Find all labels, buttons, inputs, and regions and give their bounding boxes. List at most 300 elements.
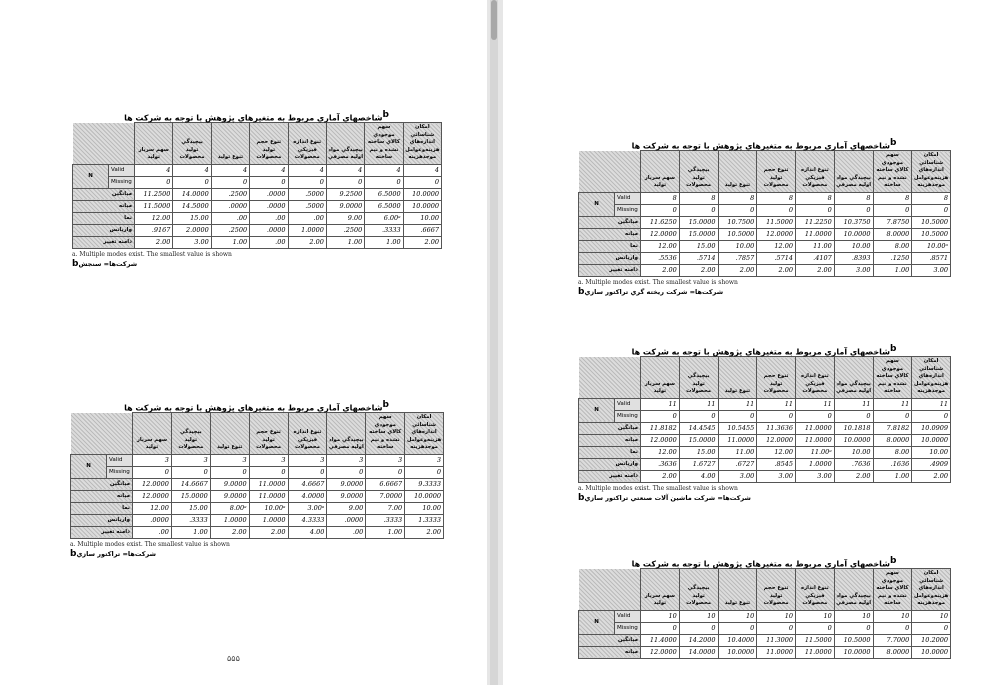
table-row — [579, 422, 951, 434]
row-label: واریانس — [579, 458, 641, 470]
table-caption — [70, 549, 443, 559]
table-cell: 10.7500 — [718, 216, 757, 228]
row-label: N — [71, 454, 107, 478]
table-cell: 4 — [326, 164, 364, 176]
table-cell: 0 — [288, 176, 326, 188]
table-cell: 0 — [135, 176, 173, 188]
table-cell: .00 — [327, 526, 366, 538]
table-cell: .5714 — [679, 252, 718, 264]
scrollbar-thumb[interactable] — [491, 0, 497, 40]
stats-table-block — [578, 136, 950, 297]
table-cell: 0 — [326, 176, 364, 188]
table-cell: 3 — [288, 454, 327, 466]
table-cell: 12.00 — [641, 446, 680, 458]
row-label: دامنه تغییر — [579, 264, 641, 276]
table-cell: 10 — [796, 610, 835, 622]
table-cell: 1.00 — [365, 236, 403, 248]
table-cell: 10.3750 — [834, 216, 873, 228]
stats-table-block — [72, 108, 441, 269]
table-cell: 0 — [327, 466, 366, 478]
table-cell: 11 — [873, 398, 912, 410]
document-page-left — [0, 0, 487, 685]
table-cell: 10 — [641, 610, 680, 622]
header-row — [73, 123, 442, 165]
table-cell: 10.00 — [834, 446, 873, 458]
column-header: سهم سربار تولید — [135, 123, 173, 165]
table-cell: 3.00 — [173, 236, 211, 248]
table-cell: 1.00 — [873, 264, 912, 276]
table-cell: 3.00 — [796, 470, 835, 482]
document-page-right — [503, 0, 995, 685]
column-header: سهم سربار تولید — [641, 357, 680, 399]
table-cell: 7.0000 — [366, 490, 405, 502]
table-cell: 4 — [250, 164, 288, 176]
table-cell: 2.00 — [403, 236, 441, 248]
table-cell: 10.5455 — [718, 422, 757, 434]
table-cell: 8.0000 — [873, 646, 912, 658]
table-cell: 15.0000 — [171, 490, 210, 502]
table-title-superscript: b — [889, 556, 897, 566]
column-header: بیچیدگي تولید محصولات — [679, 357, 718, 399]
table-row — [71, 490, 444, 502]
header-row — [579, 151, 951, 193]
column-header: امکان شناسائي اندازه‌هاي هزینه‌وعوامل موجدهزینه — [405, 413, 444, 455]
table-cell: .00 — [250, 236, 288, 248]
table-cell: 8.00 — [873, 240, 912, 252]
table-cell: 0 — [171, 466, 210, 478]
column-header: تنوع حجم تولید محصولات — [757, 569, 796, 611]
table-title — [70, 398, 443, 412]
table-cell: 4 — [173, 164, 211, 176]
table-cell: 10.0909 — [912, 422, 951, 434]
table-cell: 8 — [757, 192, 796, 204]
table-row — [73, 224, 442, 236]
table-cell: 0 — [796, 204, 835, 216]
row-label: N — [579, 610, 615, 634]
statistics-table — [578, 356, 951, 483]
column-header: تنوع حجم تولید محصولات — [250, 123, 288, 165]
table-row — [579, 228, 951, 240]
table-cell: 1.00 — [873, 470, 912, 482]
table-cell: 1.0000 — [796, 458, 835, 470]
table-cell: 14.5000 — [173, 200, 211, 212]
table-cell: 15.0000 — [679, 434, 718, 446]
table-cell: 9.0000 — [210, 490, 249, 502]
table-row — [579, 646, 951, 658]
table-cell: 0 — [834, 204, 873, 216]
table-title — [72, 108, 441, 122]
table-cell: 14.6667 — [171, 478, 210, 490]
table-cell: 0 — [912, 622, 951, 634]
table-cell: 0 — [133, 466, 172, 478]
corner-cell — [579, 357, 641, 399]
table-cell: 0 — [873, 410, 912, 422]
statistics-table — [72, 122, 442, 249]
column-header: بیچیدگي مواد اولیه مصرفي — [327, 413, 366, 455]
table-cell: 6.00ᵃ — [365, 212, 403, 224]
table-cell: 2.00 — [757, 264, 796, 276]
table-cell: 12.0000 — [133, 490, 172, 502]
table-cell: .3333 — [365, 224, 403, 236]
table-cell: 4.0000 — [288, 490, 327, 502]
row-sublabel: Valid — [109, 164, 135, 176]
table-cell: .5536 — [641, 252, 680, 264]
table-cell: 11.5000 — [135, 200, 173, 212]
table-cell: 12.0000 — [757, 228, 796, 240]
row-label: دامنه تغییر — [71, 526, 133, 538]
table-cell: 14.2000 — [679, 634, 718, 646]
table-cell: .3333 — [366, 514, 405, 526]
column-header: امکان شناسائي اندازه‌هاي هزینه‌وعوامل موجدهزینه — [912, 151, 951, 193]
table-cell: 0 — [250, 176, 288, 188]
table-cell: 0 — [718, 204, 757, 216]
table-cell: 0 — [288, 466, 327, 478]
table-cell: 12.0000 — [641, 228, 680, 240]
table-cell: 11.5000 — [796, 634, 835, 646]
table-cell: .2500 — [326, 224, 364, 236]
column-header: تنوع حجم تولید محصولات — [249, 413, 288, 455]
table-cell: 11 — [796, 398, 835, 410]
table-title — [578, 136, 950, 150]
vertical-scrollbar[interactable] — [490, 0, 498, 685]
table-cell: .0000 — [250, 188, 288, 200]
table-cell: 11.8182 — [641, 422, 680, 434]
table-cell: 10.00ᵃ — [249, 502, 288, 514]
table-cell: 0 — [718, 622, 757, 634]
table-row — [579, 252, 951, 264]
table-cell: 0 — [641, 204, 680, 216]
table-cell: 10 — [834, 610, 873, 622]
table-cell: 7.8750 — [873, 216, 912, 228]
table-cell: .00 — [211, 212, 249, 224]
table-cell: .8571 — [912, 252, 951, 264]
table-row — [73, 176, 442, 188]
table-cell: 12.00 — [757, 240, 796, 252]
table-cell: 11.3000 — [757, 634, 796, 646]
table-cell: 10.0000 — [834, 434, 873, 446]
table-cell: 2.00 — [641, 470, 680, 482]
table-cell: 11 — [757, 398, 796, 410]
table-cell: 15.00 — [679, 240, 718, 252]
row-sublabel: Valid — [107, 454, 133, 466]
table-cell: 10.00 — [718, 240, 757, 252]
table-cell: 8 — [912, 192, 951, 204]
table-cell: 10.5000 — [912, 228, 951, 240]
table-cell: 8 — [718, 192, 757, 204]
table-cell: 9.0000 — [327, 478, 366, 490]
column-header: بیچیدگي تولید محصولات — [679, 569, 718, 611]
table-title-text: شاخصهاي آماري مربوط به متغیرهاي پژوهش با توجه به شرکت ها — [631, 141, 890, 151]
table-cell: 11.0000 — [796, 422, 835, 434]
table-cell: 2.00 — [288, 236, 326, 248]
table-cell: 11.00 — [796, 240, 835, 252]
column-header: بیچیدگي مواد اولیه مصرفي — [834, 569, 873, 611]
table-title-text: شاخصهاي آماري مربوط به متغیرهاي پژوهش با توجه به شرکت ها — [124, 113, 383, 123]
corner-cell — [579, 569, 641, 611]
table-cell: 10 — [912, 610, 951, 622]
table-cell: 11 — [641, 398, 680, 410]
table-cell: 0 — [757, 622, 796, 634]
table-cell: 0 — [873, 204, 912, 216]
table-caption — [578, 493, 950, 503]
statistics-table — [578, 150, 951, 277]
column-header: سهم سربار تولید — [641, 151, 680, 193]
row-label: میانه — [579, 434, 641, 446]
table-cell: 12.0000 — [641, 434, 680, 446]
table-title-superscript: b — [889, 138, 897, 148]
table-cell: 0 — [365, 176, 403, 188]
table-cell: 3 — [249, 454, 288, 466]
header-row — [579, 357, 951, 399]
table-footnote: a. Multiple modes exist. The smallest value is shown — [578, 484, 738, 492]
table-cell: .9167 — [135, 224, 173, 236]
table-cell: 0 — [405, 466, 444, 478]
caption-text: شرکت‌ها= شرکت ماشین آلات صنعتي تراکتور سازي — [584, 493, 751, 502]
table-cell: 11 — [679, 398, 718, 410]
table-cell: 0 — [403, 176, 441, 188]
table-cell: 1.6727 — [679, 458, 718, 470]
table-cell: .4107 — [796, 252, 835, 264]
table-cell: 0 — [173, 176, 211, 188]
corner-cell — [73, 123, 135, 165]
table-cell: .0000 — [327, 514, 366, 526]
row-label: N — [579, 398, 615, 422]
table-title-superscript: b — [382, 110, 389, 120]
table-cell: 0 — [679, 622, 718, 634]
table-cell: 10.0000 — [403, 188, 441, 200]
table-cell: 10.00 — [912, 446, 951, 458]
table-cell: 1.00 — [366, 526, 405, 538]
table-cell: 11.0000 — [249, 490, 288, 502]
row-label: واریانس — [71, 514, 133, 526]
row-label: نما — [579, 446, 641, 458]
table-row — [73, 236, 442, 248]
table-cell: 3 — [405, 454, 444, 466]
table-cell: 2.00 — [210, 526, 249, 538]
table-cell: 11.0000 — [796, 434, 835, 446]
table-cell: .2500 — [211, 188, 249, 200]
row-sublabel: Missing — [615, 410, 641, 422]
table-cell: 6.5000 — [365, 200, 403, 212]
table-cell: 0 — [641, 410, 680, 422]
column-header: تنوع اندازه فیزیکي محصولات — [796, 569, 835, 611]
table-cell: 11.2250 — [796, 216, 835, 228]
row-label: میانگین — [579, 422, 641, 434]
table-title-text: شاخصهاي آماري مربوط به متغیرهاي پژوهش با توجه به شرکت ها — [631, 347, 890, 357]
table-cell: 11.0000 — [249, 478, 288, 490]
row-label: میانگین — [71, 478, 133, 490]
row-sublabel: Missing — [107, 466, 133, 478]
column-header: سهم سربار تولید — [133, 413, 172, 455]
column-header: تنوع تولید — [211, 123, 249, 165]
table-cell: 2.00 — [405, 526, 444, 538]
table-cell: 6.5000 — [365, 188, 403, 200]
table-cell: 11.00ᵃ — [796, 446, 835, 458]
table-cell: 11.4000 — [641, 634, 680, 646]
table-cell: 7.8182 — [873, 422, 912, 434]
table-cell: 10.00 — [834, 240, 873, 252]
table-cell: 11.00 — [718, 446, 757, 458]
table-row — [71, 454, 444, 466]
table-cell: 4.00 — [288, 526, 327, 538]
table-cell: 10 — [873, 610, 912, 622]
table-row — [73, 164, 442, 176]
table-cell: 8 — [873, 192, 912, 204]
row-sublabel: Missing — [615, 204, 641, 216]
table-cell: 11.0000 — [796, 228, 835, 240]
column-header: بیچیدگي مواد اولیه مصرفي — [326, 123, 364, 165]
column-header: تنوع تولید — [718, 151, 757, 193]
table-cell: 11.5000 — [757, 216, 796, 228]
caption-marker: b — [70, 548, 77, 559]
table-cell: 4 — [365, 164, 403, 176]
table-cell: 10.4000 — [718, 634, 757, 646]
column-header: بیچیدگي تولید محصولات — [679, 151, 718, 193]
table-cell: 1.00 — [171, 526, 210, 538]
table-cell: .7857 — [718, 252, 757, 264]
table-cell: 8.0000 — [873, 228, 912, 240]
table-cell: 8 — [834, 192, 873, 204]
table-row — [579, 610, 951, 622]
table-cell: 0 — [366, 466, 405, 478]
table-cell: 4 — [135, 164, 173, 176]
table-cell: .2500 — [211, 224, 249, 236]
table-cell: 9.0000 — [326, 200, 364, 212]
table-cell: 10.0000 — [834, 228, 873, 240]
caption-text: شرکت‌ها= سنجش — [78, 259, 138, 268]
table-cell: 0 — [912, 410, 951, 422]
table-cell: 3 — [327, 454, 366, 466]
table-cell: 11 — [912, 398, 951, 410]
column-header: تنوع اندازه فیزیکي محصولات — [288, 413, 327, 455]
table-row — [579, 398, 951, 410]
table-row — [579, 192, 951, 204]
table-row — [579, 470, 951, 482]
table-cell: 10.00 — [405, 502, 444, 514]
row-label: میانگین — [73, 188, 135, 200]
table-cell: 3.00 — [718, 470, 757, 482]
table-cell: 4.3333 — [288, 514, 327, 526]
caption-text: شرکت‌ها= تراکتور سازي — [76, 549, 156, 558]
table-cell: .5000 — [288, 188, 326, 200]
column-header: امکان شناسائي اندازه‌هاي هزینه‌وعوامل موجدهزینه — [403, 123, 441, 165]
table-cell: 11.2500 — [135, 188, 173, 200]
row-sublabel: Valid — [615, 192, 641, 204]
table-cell: 12.00 — [135, 212, 173, 224]
row-label: میانه — [579, 646, 641, 658]
table-cell: .0000 — [133, 514, 172, 526]
table-cell: .0000 — [250, 200, 288, 212]
row-label: میانگین — [579, 634, 641, 646]
table-cell: 9.0000 — [210, 478, 249, 490]
table-cell: 3.00 — [912, 264, 951, 276]
table-cell: 12.0000 — [133, 478, 172, 490]
table-title-text: شاخصهاي آماري مربوط به متغیرهاي پژوهش با توجه به شرکت ها — [631, 559, 890, 569]
row-label: میانه — [73, 200, 135, 212]
table-cell: 0 — [912, 204, 951, 216]
table-cell: 14.0000 — [173, 188, 211, 200]
table-cell: 4 — [211, 164, 249, 176]
table-footnote: a. Multiple modes exist. The smallest value is shown — [578, 278, 738, 286]
column-header: بیچیدگي تولید محصولات — [173, 123, 211, 165]
caption-marker: b — [72, 258, 79, 269]
table-cell: 12.00 — [133, 502, 172, 514]
row-label: N — [73, 164, 109, 188]
statistics-table — [578, 568, 951, 659]
table-cell: 12.0000 — [757, 434, 796, 446]
header-row — [71, 413, 444, 455]
table-cell: 9.0000 — [327, 490, 366, 502]
table-cell: 0 — [249, 466, 288, 478]
table-cell: .6727 — [718, 458, 757, 470]
table-cell: 8.0000 — [873, 434, 912, 446]
table-cell: 0 — [211, 176, 249, 188]
table-cell: 10.0000 — [405, 490, 444, 502]
table-cell: 7.7000 — [873, 634, 912, 646]
table-cell: 0 — [641, 622, 680, 634]
table-cell: 10 — [718, 610, 757, 622]
table-row — [579, 204, 951, 216]
table-cell: 14.4545 — [679, 422, 718, 434]
table-cell: 2.00 — [718, 264, 757, 276]
table-cell: 0 — [679, 204, 718, 216]
table-cell: 4 — [403, 164, 441, 176]
table-cell: 8 — [641, 192, 680, 204]
table-cell: 14.0000 — [679, 646, 718, 658]
table-cell: 15.00 — [173, 212, 211, 224]
table-cell: .8545 — [757, 458, 796, 470]
column-header: تنوع حجم تولید محصولات — [757, 151, 796, 193]
table-cell: 12.00 — [641, 240, 680, 252]
table-cell: 8 — [679, 192, 718, 204]
table-row — [579, 446, 951, 458]
table-cell: 2.00 — [679, 264, 718, 276]
table-cell: 10.5000 — [718, 228, 757, 240]
table-row — [579, 622, 951, 634]
column-header: سهم سربار تولید — [641, 569, 680, 611]
table-cell: 10.5000 — [912, 216, 951, 228]
table-cell: 11.0000 — [718, 434, 757, 446]
column-header: امکان شناسائي اندازه‌هاي هزینه‌وعوامل موجدهزینه — [912, 569, 951, 611]
table-cell: 3 — [366, 454, 405, 466]
table-caption — [578, 287, 950, 297]
table-cell: 1.0000 — [288, 224, 326, 236]
column-header: بیچیدگي تولید محصولات — [171, 413, 210, 455]
table-row — [73, 212, 442, 224]
table-cell: 3.00ᵃ — [288, 502, 327, 514]
table-cell: .3636 — [641, 458, 680, 470]
table-cell: 3 — [133, 454, 172, 466]
table-cell: 4.00 — [679, 470, 718, 482]
column-header: بیچیدگي مواد اولیه مصرفي — [834, 151, 873, 193]
table-cell: 2.00 — [912, 470, 951, 482]
table-cell: 3 — [171, 454, 210, 466]
table-row — [73, 200, 442, 212]
table-cell: 1.00 — [326, 236, 364, 248]
corner-cell — [579, 151, 641, 193]
table-cell: 10.5000 — [834, 634, 873, 646]
table-cell: 2.00 — [249, 526, 288, 538]
corner-cell — [71, 413, 133, 455]
table-cell: 8 — [796, 192, 835, 204]
table-cell: 0 — [679, 410, 718, 422]
table-cell: 10 — [679, 610, 718, 622]
table-cell: 11.3636 — [757, 422, 796, 434]
table-cell: 2.00 — [834, 470, 873, 482]
table-row — [71, 466, 444, 478]
table-cell: .4909 — [912, 458, 951, 470]
table-row — [579, 264, 951, 276]
